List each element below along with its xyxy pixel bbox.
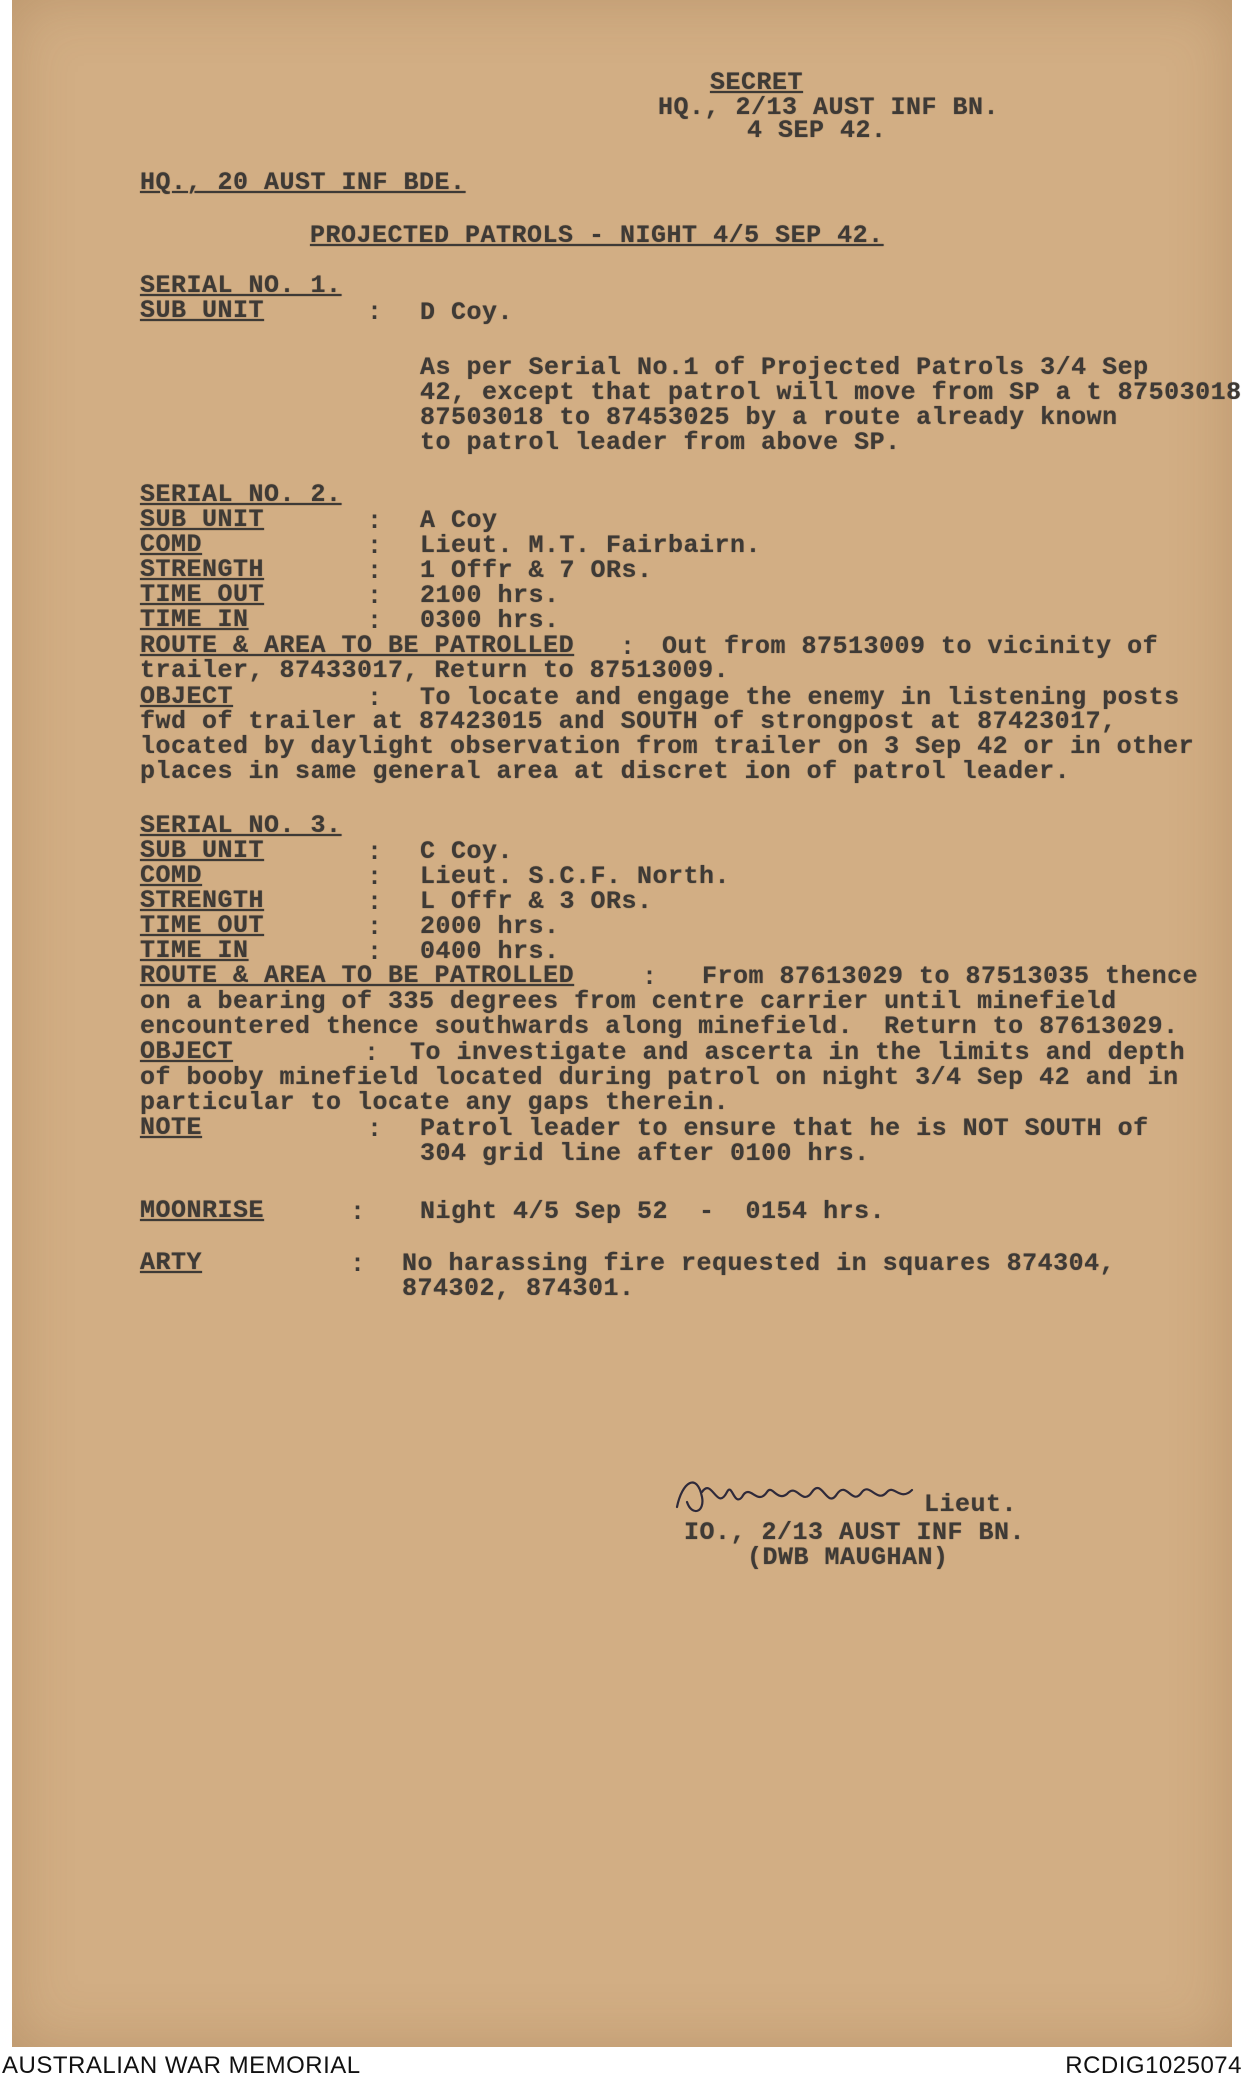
serial-2-strength: 1 Offr & 7 ORs. xyxy=(420,556,653,585)
serial-2-time-in: 0300 hrs. xyxy=(420,606,560,635)
serial-3-note-label: NOTE xyxy=(140,1113,203,1142)
serial-1-sub-unit: D Coy. xyxy=(420,298,514,327)
from-unit: HQ., 2/13 AUST INF BN. xyxy=(658,93,1000,122)
document-paper xyxy=(12,0,1242,2047)
serial-1-body-line: As per Serial No.1 of Projected Patrols 3/4 Sep xyxy=(420,353,1149,382)
serial-1-sub-unit-label: SUB UNIT xyxy=(140,296,265,325)
colon: : xyxy=(367,684,383,713)
colon: : xyxy=(367,532,383,561)
serial-2-route-line: trailer, 87433017, Return to 87513009. xyxy=(140,656,730,685)
serial-1-body-line: to patrol leader from above SP. xyxy=(420,428,901,457)
serial-3-time-in-label: TIME IN xyxy=(140,936,249,965)
serial-2-object-line: To locate and engage the enemy in listening posts xyxy=(420,683,1180,712)
colon: : xyxy=(367,888,383,917)
serial-1-title: SERIAL NO. 1. xyxy=(140,271,342,300)
serial-2-comd: Lieut. M.T. Fairbairn. xyxy=(420,531,762,560)
colon: : xyxy=(367,838,383,867)
serial-2-title: SERIAL NO. 2. xyxy=(140,480,342,509)
arty-label: ARTY xyxy=(140,1248,203,1277)
serial-2-object-line: located by daylight observation from trailer on 3 Sep 42 or in other xyxy=(140,732,1195,761)
moonrise-value: Night 4/5 Sep 52 - 0154 hrs. xyxy=(420,1197,886,1226)
serial-2-time-out-label: TIME OUT xyxy=(140,580,265,609)
colon: : xyxy=(350,1250,366,1279)
arty-line: No harassing fire requested in squares 874304, xyxy=(402,1249,1116,1278)
serial-3-time-out: 2000 hrs. xyxy=(420,912,560,941)
serial-2-time-out: 2100 hrs. xyxy=(420,581,560,610)
colon: : xyxy=(367,863,383,892)
serial-3-note-line: 304 grid line after 0100 hrs. xyxy=(420,1139,870,1168)
signatory-rank: Lieut. xyxy=(924,1490,1018,1519)
serial-3-object-label: OBJECT xyxy=(140,1037,234,1066)
serial-2-comd-label: COMD xyxy=(140,530,203,559)
colon: : xyxy=(350,1198,366,1227)
serial-1-body-line: 87503018 to 87453025 by a route already known xyxy=(420,403,1118,432)
serial-2-object-line: fwd of trailer at 87423015 and SOUTH of strongpost at 87423017, xyxy=(140,707,1117,736)
serial-3-route-line: on a bearing of 335 degrees from centre carrier until minefield xyxy=(140,987,1117,1016)
serial-1-body-line: 42, except that patrol will move from SP a t 87503018 xyxy=(420,378,1242,407)
serial-3-strength-label: STRENGTH xyxy=(140,886,265,915)
subject: PROJECTED PATROLS - NIGHT 4/5 SEP 42. xyxy=(310,221,884,250)
colon: : xyxy=(642,963,658,992)
document-date: 4 SEP 42. xyxy=(747,116,887,145)
signatory-name: (DWB MAUGHAN) xyxy=(747,1543,949,1572)
colon: : xyxy=(367,582,383,611)
serial-3-time-in: 0400 hrs. xyxy=(420,937,560,966)
colon: : xyxy=(367,1115,383,1144)
colon: : xyxy=(367,607,383,636)
serial-2-route-label: ROUTE & AREA TO BE PATROLLED xyxy=(140,631,575,660)
serial-3-comd-label: COMD xyxy=(140,861,203,890)
serial-3-comd: Lieut. S.C.F. North. xyxy=(420,862,731,891)
signature-graphic xyxy=(672,1462,932,1522)
serial-3-sub-unit: C Coy. xyxy=(420,837,514,866)
colon: : xyxy=(367,298,383,327)
serial-3-strength: L Offr & 3 ORs. xyxy=(420,887,653,916)
colon: : xyxy=(367,557,383,586)
serial-3-note-line: Patrol leader to ensure that he is NOT SOUTH of xyxy=(420,1114,1149,1143)
serial-3-object-line: particular to locate any gaps therein. xyxy=(140,1088,730,1117)
serial-2-sub-unit: A Coy xyxy=(420,506,498,535)
serial-3-object-line: To investigate and ascerta in the limits and depth xyxy=(410,1038,1186,1067)
arty-line: 874302, 874301. xyxy=(402,1274,635,1303)
colon: : xyxy=(367,507,383,536)
serial-2-route-line: Out from 87513009 to vicinity of xyxy=(662,632,1159,661)
serial-3-route-line: From 87613029 to 87513035 thence xyxy=(702,962,1199,991)
serial-2-strength-label: STRENGTH xyxy=(140,555,265,584)
signatory-appointment: IO., 2/13 AUST INF BN. xyxy=(684,1518,1026,1547)
moonrise-label: MOONRISE xyxy=(140,1196,265,1225)
colon: : xyxy=(364,1039,380,1068)
classification: SECRET xyxy=(710,68,804,97)
serial-3-sub-unit-label: SUB UNIT xyxy=(140,836,265,865)
serial-3-route-line: encountered thence southwards along minefield. Return to 87613029. xyxy=(140,1012,1179,1041)
serial-3-object-line: of booby minefield located during patrol on night 3/4 Sep 42 and in xyxy=(140,1063,1179,1092)
colon: : xyxy=(367,938,383,967)
serial-2-sub-unit-label: SUB UNIT xyxy=(140,505,265,534)
serial-2-time-in-label: TIME IN xyxy=(140,605,249,634)
footer-id: RCDIG1025074 xyxy=(1065,2052,1242,2079)
colon: : xyxy=(367,913,383,942)
serial-3-time-out-label: TIME OUT xyxy=(140,911,265,940)
colon: : xyxy=(620,633,636,662)
serial-2-object-label: OBJECT xyxy=(140,682,234,711)
serial-3-route-label: ROUTE & AREA TO BE PATROLLED xyxy=(140,961,575,990)
serial-3-title: SERIAL NO. 3. xyxy=(140,811,342,840)
serial-2-object-line: places in same general area at discret ion of patrol leader. xyxy=(140,757,1071,786)
footer-source: AUSTRALIAN WAR MEMORIAL xyxy=(2,2052,361,2079)
addressee: HQ., 20 AUST INF BDE. xyxy=(140,168,466,197)
